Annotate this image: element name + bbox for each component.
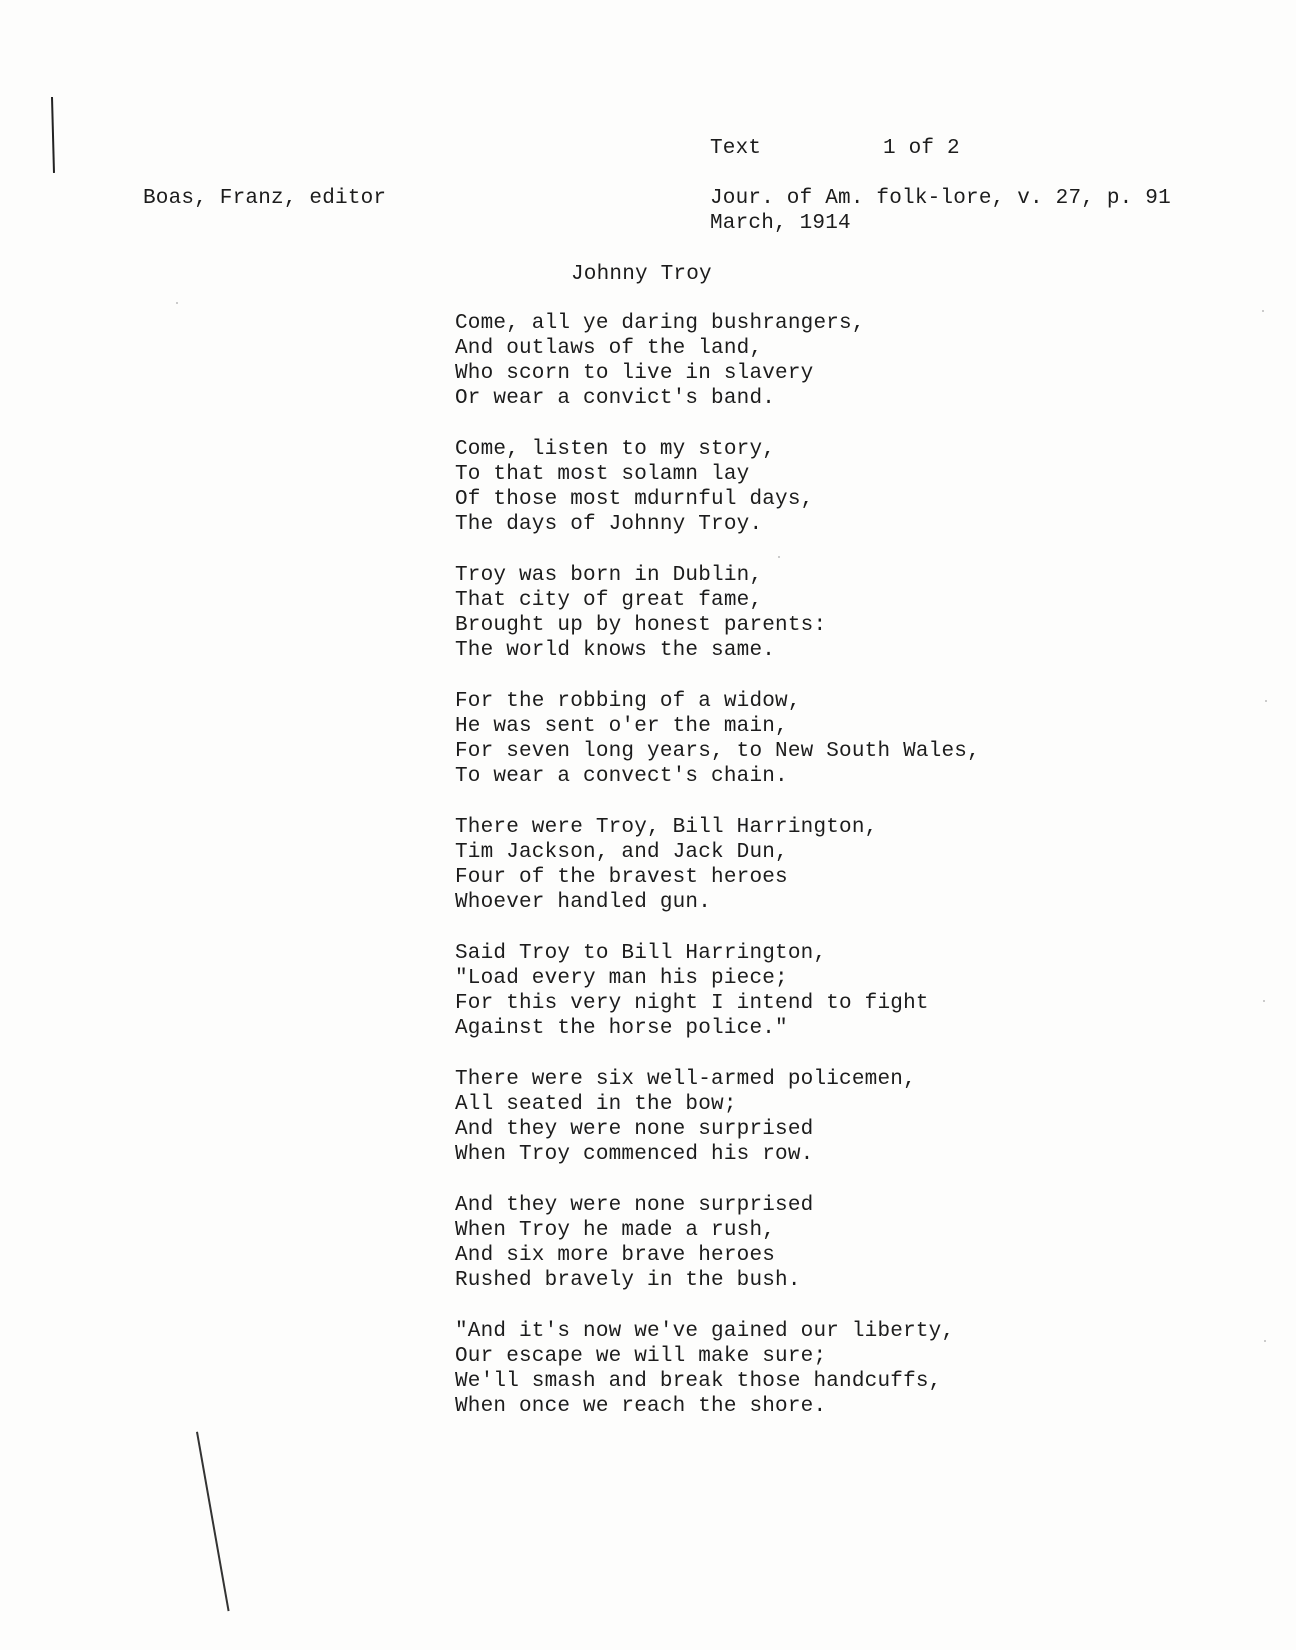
verse-line: When Troy he made a rush, bbox=[455, 1219, 776, 1242]
verse-line: That city of great fame, bbox=[455, 589, 763, 612]
document-type-label: Text bbox=[710, 137, 762, 160]
verse-line: For the robbing of a widow, bbox=[455, 690, 801, 713]
margin-pencil-mark-top bbox=[51, 97, 55, 173]
verse-line: When once we reach the shore. bbox=[455, 1395, 827, 1418]
citation-date: March, 1914 bbox=[710, 212, 851, 235]
scan-speck bbox=[176, 302, 178, 304]
scan-speck bbox=[1263, 1000, 1265, 1002]
verse-line: Troy was born in Dublin, bbox=[455, 564, 763, 587]
verse-line: Whoever handled gun. bbox=[455, 891, 712, 914]
scan-speck bbox=[1262, 310, 1264, 312]
stanza bbox=[455, 1193, 980, 1293]
stanza bbox=[455, 1067, 980, 1167]
citation-line: Jour. of Am. folk-lore, v. 27, p. 91 bbox=[710, 187, 1171, 210]
verse-line: To wear a convect's chain. bbox=[455, 765, 788, 788]
stanza bbox=[455, 1319, 980, 1419]
verse-line: And they were none surprised bbox=[455, 1118, 814, 1141]
verse-line: And they were none surprised bbox=[455, 1194, 814, 1217]
verse-line: Of those most mdurnful days, bbox=[455, 488, 814, 511]
verse-line: Who scorn to live in slavery bbox=[455, 362, 814, 385]
verse-line: "And it's now we've gained our liberty, bbox=[455, 1320, 955, 1343]
verse-line: Rushed bravely in the bush. bbox=[455, 1269, 801, 1292]
verse-line: There were six well-armed policemen, bbox=[455, 1068, 916, 1091]
verse-line: There were Troy, Bill Harrington, bbox=[455, 816, 878, 839]
verse-line: For this very night I intend to fight bbox=[455, 992, 929, 1015]
verse-line: Or wear a convict's band. bbox=[455, 387, 776, 410]
poem-body bbox=[455, 311, 980, 1445]
stanza bbox=[455, 689, 980, 789]
stanza bbox=[455, 815, 980, 915]
verse-line: Four of the bravest heroes bbox=[455, 866, 788, 889]
verse-line: "Load every man his piece; bbox=[455, 967, 788, 990]
scan-speck bbox=[1264, 1340, 1266, 1342]
verse-line: The world knows the same. bbox=[455, 639, 776, 662]
verse-line: Come, listen to my story, bbox=[455, 438, 776, 461]
stanza bbox=[455, 437, 980, 537]
verse-line: Our escape we will make sure; bbox=[455, 1345, 827, 1368]
scan-speck bbox=[778, 556, 780, 558]
verse-line: The days of Johnny Troy. bbox=[455, 513, 763, 536]
verse-line: He was sent o'er the main, bbox=[455, 715, 788, 738]
stanza bbox=[455, 563, 980, 663]
verse-line: When Troy commenced his row. bbox=[455, 1143, 814, 1166]
verse-line: Said Troy to Bill Harrington, bbox=[455, 942, 827, 965]
verse-line: And outlaws of the land, bbox=[455, 337, 763, 360]
verse-line: To that most solamn lay bbox=[455, 463, 750, 486]
scan-speck bbox=[1265, 700, 1267, 702]
author-line: Boas, Franz, editor bbox=[143, 187, 387, 210]
verse-line: Brought up by honest parents: bbox=[455, 614, 827, 637]
margin-pencil-mark-bottom bbox=[196, 1432, 229, 1611]
verse-line: For seven long years, to New South Wales, bbox=[455, 740, 980, 763]
stanza bbox=[455, 941, 980, 1041]
verse-line: Against the horse police." bbox=[455, 1017, 788, 1040]
poem-title: Johnny Troy bbox=[571, 263, 712, 286]
stanza bbox=[455, 311, 980, 411]
verse-line: Come, all ye daring bushrangers, bbox=[455, 312, 865, 335]
page-indicator: 1 of 2 bbox=[883, 137, 960, 160]
verse-line: And six more brave heroes bbox=[455, 1244, 776, 1267]
verse-line: We'll smash and break those handcuffs, bbox=[455, 1370, 942, 1393]
verse-line: All seated in the bow; bbox=[455, 1093, 737, 1116]
verse-line: Tim Jackson, and Jack Dun, bbox=[455, 841, 788, 864]
